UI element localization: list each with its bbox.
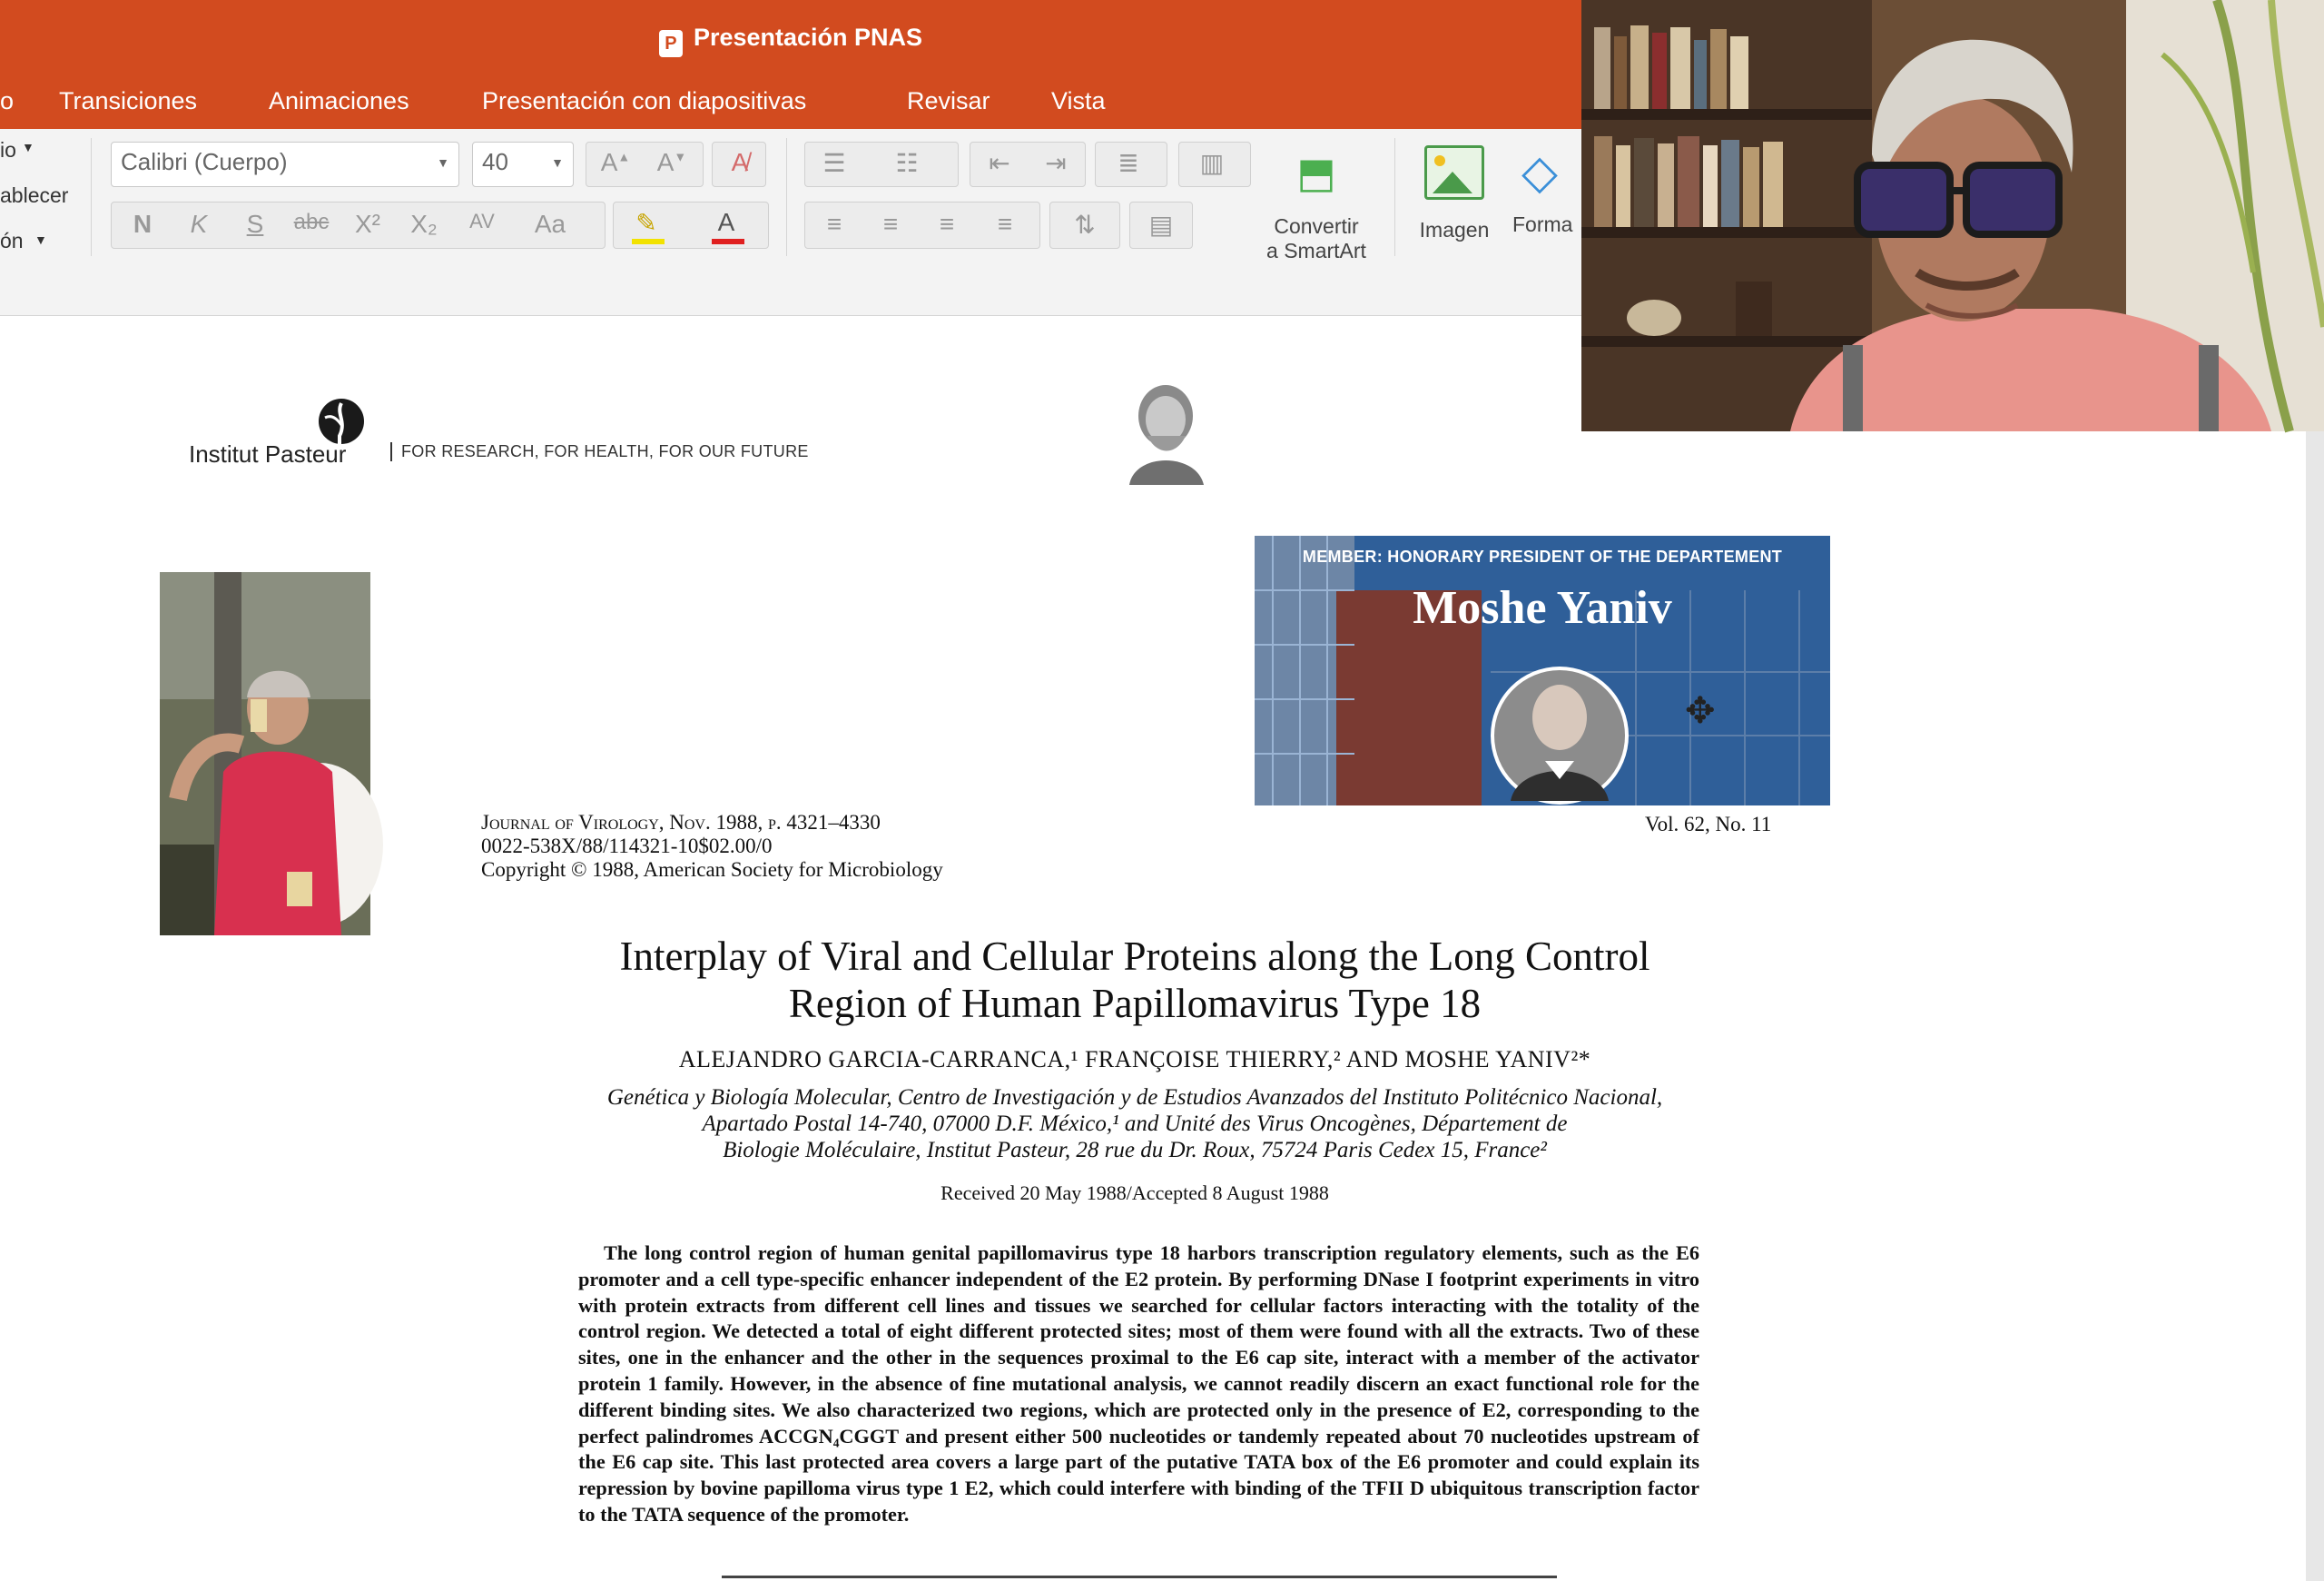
highlight-color-swatch bbox=[632, 239, 665, 244]
paper-title-line-2: Region of Human Papillomavirus Type 18 bbox=[788, 981, 1482, 1026]
char-spacing-button[interactable]: AV bbox=[469, 210, 495, 232]
indent-buttons-group bbox=[970, 142, 1086, 187]
journal-header bbox=[481, 811, 943, 882]
bold-button[interactable]: N bbox=[133, 210, 153, 238]
window-edge bbox=[2306, 427, 2324, 1581]
ribbon-separator bbox=[786, 138, 787, 256]
presenter-video-feed bbox=[1581, 0, 2324, 431]
tab-transiciones[interactable]: Transiciones bbox=[59, 87, 198, 114]
list-buttons-group bbox=[804, 142, 959, 187]
underline-button[interactable]: S bbox=[246, 210, 264, 238]
move-cursor-icon: ✥ bbox=[1685, 691, 1716, 731]
pasteur-portrait-image bbox=[1102, 380, 1247, 485]
font-size-select[interactable] bbox=[472, 142, 574, 187]
tab-vista[interactable]: Vista bbox=[1051, 87, 1106, 114]
paper-affiliation bbox=[436, 1084, 1834, 1163]
shrink-font-icon[interactable]: A▼ bbox=[656, 148, 687, 176]
clear-format-group bbox=[712, 142, 766, 187]
justify-icon[interactable]: ≡ bbox=[997, 210, 1013, 238]
align-left-icon[interactable]: ≡ bbox=[826, 210, 842, 238]
paper-authors: ALEJANDRO GARCIA-CARRANCA,¹ FRANÇOISE THIERRY,² AND MOSHE YANIV²* bbox=[678, 1046, 1591, 1072]
app-titlebar bbox=[0, 0, 1581, 80]
ribbon-tabs bbox=[0, 80, 1581, 129]
institut-pasteur-tagline: FOR RESEARCH, FOR HEALTH, FOR OUR FUTURE bbox=[390, 442, 809, 461]
paper-title bbox=[436, 933, 1834, 1027]
smartart-label-2: a SmartArt bbox=[1266, 239, 1366, 262]
font-grow-shrink-group bbox=[586, 142, 704, 187]
bullets-icon[interactable]: ☰ bbox=[822, 149, 846, 177]
font-color-swatch bbox=[712, 239, 744, 244]
chevron-down-icon: ▼ bbox=[34, 232, 47, 247]
increase-indent-icon[interactable]: ⇥ bbox=[1045, 149, 1067, 177]
chevron-down-icon: ▼ bbox=[551, 155, 564, 170]
line-spacing-group bbox=[1095, 142, 1167, 187]
align-center-icon[interactable]: ≡ bbox=[882, 210, 899, 238]
columns-icon[interactable]: ▥ bbox=[1199, 149, 1225, 177]
ribbon-left-item-1[interactable]: io bbox=[0, 138, 16, 162]
paper-abstract: The long control region of human genital papillomavirus type 18 harbors transcription regulatory elements, such as the E6 promoter and a cell type-specific enhancer independent of the E2 protein. By performing DNase I footprint experiments in vitro with protein extracts from different cell lines and tissues we searched for cellular factors interacting with the totality of the control region. We detected a total of eight different protected sites; most of them were found with all the extracts. Two of these sites, one in the enhancer and the other in the sequences proximal to the E6 cap site, interact with a member of the activator protein 1 family. However, in the absence of fine mutational analysis, we cannot readily discern an exact functional role for the different binding sites. We also characterized two regions, which are protected only in the presence of E2, corresponding to the perfect palindromes ACCGN₄CGGT and present either 500 nucleotides or tandemly repeated about 70 nucleotides upstream of the E6 cap site. This last protected area covers a large part of the putative TATA box of the E6 promoter and could explain its repression by bovine papilloma virus type 1 E2, which could interfere with binding of the TFII D ubiquitous transcription factor to the TATA sequence of the promoter. bbox=[578, 1241, 1699, 1526]
subscript-button[interactable]: X₂ bbox=[410, 210, 438, 238]
font-name-value: Calibri (Cuerpo) bbox=[121, 148, 288, 175]
moshe-yaniv-banner-image bbox=[1255, 536, 1830, 805]
paper-title-line-1: Interplay of Viral and Cellular Proteins along the Long Control bbox=[619, 934, 1650, 979]
shapes-label: Forma bbox=[1512, 212, 1573, 236]
ribbon-left-item-2[interactable]: ablecer bbox=[0, 183, 69, 207]
smartart-label-1: Convertir bbox=[1274, 214, 1359, 238]
format-buttons-group bbox=[111, 202, 606, 249]
tab-revisar[interactable]: Revisar bbox=[907, 87, 990, 114]
journal-line-3: Copyright © 1988, American Society for Microbiology bbox=[481, 858, 943, 881]
institut-pasteur-name: Institut Pasteur bbox=[189, 440, 347, 468]
ribbon-left-item-3[interactable]: ón bbox=[0, 229, 24, 252]
insert-image-button[interactable] bbox=[1409, 145, 1500, 242]
affiliation-line-1: Genética y Biología Molecular, Centro de Investigación y de Estudios Avanzados del Instituto Politécnico Nacional, bbox=[606, 1085, 1663, 1110]
page-divider bbox=[722, 1576, 1557, 1578]
ribbon-separator bbox=[1394, 138, 1395, 256]
journal-volume: Vol. 62, No. 11 bbox=[1645, 813, 1772, 835]
columns-group bbox=[1178, 142, 1251, 187]
grow-font-icon[interactable]: A▲ bbox=[600, 148, 631, 176]
ribbon bbox=[0, 129, 1581, 316]
align-right-icon[interactable]: ≡ bbox=[939, 210, 955, 238]
journal-line-2: 0022-538X/88/114321-10$02.00/0 bbox=[481, 835, 773, 857]
highlight-icon[interactable]: ✎ bbox=[635, 209, 657, 237]
clear-formatting-icon[interactable]: A̸ bbox=[731, 148, 749, 176]
image-icon bbox=[1424, 145, 1484, 200]
font-color-icon[interactable]: A bbox=[717, 208, 735, 236]
window-title-text: Presentación PNAS bbox=[693, 24, 923, 51]
paper-received-date: Received 20 May 1988/Accepted 8 August 1988 bbox=[940, 1181, 1329, 1204]
text-direction-icon[interactable]: ⇅ bbox=[1074, 211, 1096, 239]
text-direction-group bbox=[1049, 202, 1120, 249]
chevron-down-icon: ▼ bbox=[22, 140, 34, 154]
woman-photo-image bbox=[160, 572, 370, 935]
banner-name: Moshe Yaniv bbox=[1413, 582, 1672, 634]
decrease-indent-icon[interactable]: ⇤ bbox=[989, 149, 1010, 177]
tab-animaciones[interactable]: Animaciones bbox=[269, 87, 409, 114]
shapes-icon: ◇ bbox=[1521, 146, 1558, 199]
journal-line-1: Journal of Virology, Nov. 1988, p. 4321–4330 bbox=[481, 811, 881, 834]
font-size-value: 40 bbox=[482, 148, 508, 175]
italic-button[interactable]: K bbox=[190, 210, 208, 238]
superscript-button[interactable]: X² bbox=[355, 210, 380, 238]
line-spacing-icon[interactable]: ≣ bbox=[1118, 149, 1139, 177]
image-label: Imagen bbox=[1419, 218, 1490, 242]
powerpoint-icon: P bbox=[659, 30, 683, 57]
window-title bbox=[0, 24, 1581, 57]
numbering-icon[interactable]: ☷ bbox=[895, 149, 919, 177]
smartart-icon: ⬒ bbox=[1296, 149, 1336, 196]
color-buttons-group bbox=[613, 202, 769, 249]
insert-shapes-button[interactable] bbox=[1512, 145, 1581, 237]
affiliation-line-3: Biologie Moléculaire, Institut Pasteur, 28 rue du Dr. Roux, 75724 Paris Cedex 15, France² bbox=[723, 1138, 1547, 1162]
change-case-button[interactable]: Aa bbox=[534, 210, 566, 238]
ribbon-separator bbox=[91, 138, 92, 256]
tab-presentacion[interactable]: Presentación con diapositivas bbox=[482, 87, 807, 114]
align-text-group bbox=[1129, 202, 1193, 249]
convert-smartart-button[interactable] bbox=[1251, 147, 1382, 263]
affiliation-line-2: Apartado Postal 14-740, 07000 D.F. México,¹ and Unité des Virus Oncogènes, Département de bbox=[702, 1112, 1568, 1136]
banner-caption: MEMBER: HONORARY PRESIDENT OF THE DEPARTEMENT bbox=[1302, 548, 1783, 566]
strikethrough-button[interactable]: abc bbox=[293, 210, 330, 234]
font-name-select[interactable] bbox=[111, 142, 459, 187]
tab-cut-left[interactable]: o bbox=[0, 87, 15, 114]
chevron-down-icon: ▼ bbox=[437, 155, 449, 170]
align-buttons-group bbox=[804, 202, 1040, 249]
align-text-icon[interactable]: ▤ bbox=[1148, 211, 1174, 239]
